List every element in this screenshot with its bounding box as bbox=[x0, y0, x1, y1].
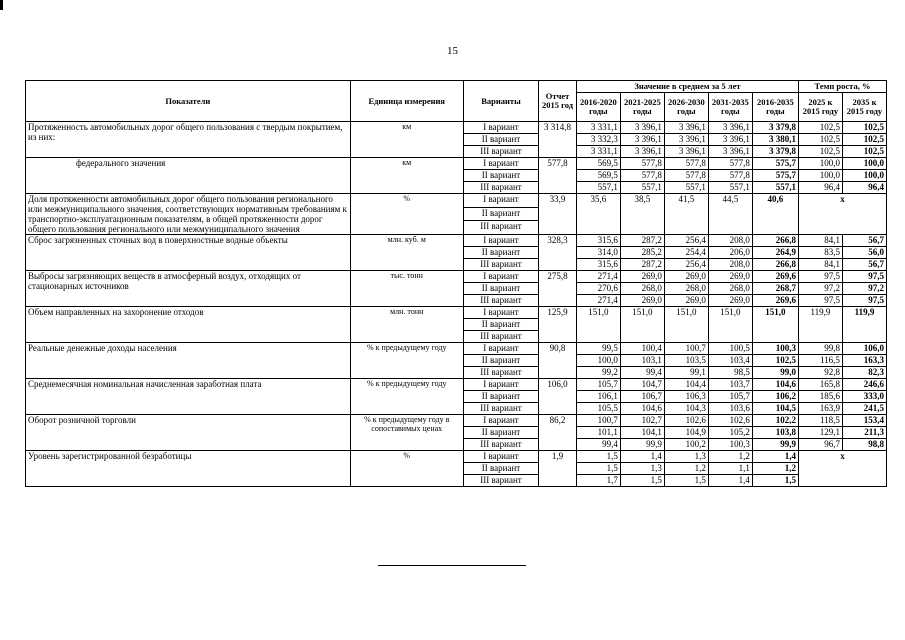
avg-value: 271,4 bbox=[576, 295, 620, 307]
header-variants: Варианты bbox=[463, 81, 538, 122]
header-growth-col: 2035 к 2015 году bbox=[842, 93, 886, 122]
header-report: Отчет 2015 год bbox=[539, 81, 577, 122]
avg-value: 269,6 bbox=[752, 295, 798, 307]
avg-value: 99,2 bbox=[576, 367, 620, 379]
variant-label: III вариант bbox=[463, 221, 538, 235]
growth-value: 100,0 bbox=[842, 158, 886, 170]
avg-value: 103,7 bbox=[708, 379, 752, 391]
avg-value: 266,8 bbox=[752, 259, 798, 271]
growth-value: 100,0 bbox=[798, 170, 842, 182]
avg-value: 100,7 bbox=[664, 343, 708, 355]
growth-value: 92,8 bbox=[798, 367, 842, 379]
growth-value: 119,9 bbox=[842, 307, 886, 343]
variant-label: III вариант bbox=[463, 182, 538, 194]
avg-value: 100,3 bbox=[752, 343, 798, 355]
variant-label: III вариант bbox=[463, 146, 538, 158]
avg-value: 3 396,1 bbox=[708, 134, 752, 146]
growth-value: 97,5 bbox=[842, 295, 886, 307]
avg-value: 98,5 bbox=[708, 367, 752, 379]
table-row bbox=[26, 307, 887, 319]
avg-value: 268,0 bbox=[708, 283, 752, 295]
growth-value: 118,5 bbox=[798, 415, 842, 427]
indicator-name: Реальные денежные доходы населения bbox=[26, 343, 351, 379]
avg-value: 103,4 bbox=[708, 355, 752, 367]
growth-value: 163,3 bbox=[842, 355, 886, 367]
growth-value: 56,0 bbox=[842, 247, 886, 259]
avg-value: 1,4 bbox=[708, 475, 752, 487]
avg-value: 264,9 bbox=[752, 247, 798, 259]
variant-label: II вариант bbox=[463, 283, 538, 295]
avg-value: 105,2 bbox=[708, 427, 752, 439]
table-row bbox=[26, 451, 887, 463]
avg-value: 104,7 bbox=[620, 379, 664, 391]
table-row bbox=[26, 415, 887, 427]
growth-value: 106,0 bbox=[842, 343, 886, 355]
page-number: 15 bbox=[447, 45, 458, 57]
avg-value: 314,0 bbox=[576, 247, 620, 259]
avg-value: 151,0 bbox=[576, 307, 620, 343]
avg-value: 3 396,1 bbox=[664, 122, 708, 134]
indicator-name: федерального значения bbox=[26, 158, 351, 194]
report-2015-value: 106,0 bbox=[539, 379, 577, 415]
report-2015-value: 328,3 bbox=[539, 235, 577, 271]
growth-value: 99,8 bbox=[798, 343, 842, 355]
avg-value: 3 396,1 bbox=[620, 122, 664, 134]
avg-value: 102,5 bbox=[752, 355, 798, 367]
growth-not-applicable: x bbox=[798, 194, 886, 235]
avg-value: 100,4 bbox=[620, 343, 664, 355]
report-2015-value: 86,2 bbox=[539, 415, 577, 451]
growth-value: 98,8 bbox=[842, 439, 886, 451]
avg-value: 103,5 bbox=[664, 355, 708, 367]
avg-value: 577,8 bbox=[664, 158, 708, 170]
avg-value: 40,6 bbox=[752, 194, 798, 235]
report-2015-value: 275,8 bbox=[539, 271, 577, 307]
avg-value: 99,4 bbox=[576, 439, 620, 451]
variant-label: II вариант bbox=[463, 427, 538, 439]
avg-value: 1,4 bbox=[752, 451, 798, 463]
variant-label: I вариант bbox=[463, 271, 538, 283]
avg-value: 256,4 bbox=[664, 259, 708, 271]
avg-value: 268,7 bbox=[752, 283, 798, 295]
avg-value: 557,1 bbox=[752, 182, 798, 194]
header-period: 2016-2035 годы bbox=[752, 93, 798, 122]
avg-value: 557,1 bbox=[620, 182, 664, 194]
report-2015-value: 33,9 bbox=[539, 194, 577, 235]
avg-value: 269,0 bbox=[664, 295, 708, 307]
indicator-name: Выбросы загрязняющих веществ в атмосферный воздух, отходящих от стационарных источников bbox=[26, 271, 351, 307]
variant-label: III вариант bbox=[463, 295, 538, 307]
avg-value: 3 396,1 bbox=[664, 146, 708, 158]
avg-value: 1,2 bbox=[708, 451, 752, 463]
growth-value: 102,5 bbox=[842, 134, 886, 146]
avg-value: 99,1 bbox=[664, 367, 708, 379]
avg-value: 100,2 bbox=[664, 439, 708, 451]
variant-label: II вариант bbox=[463, 247, 538, 259]
avg-value: 99,0 bbox=[752, 367, 798, 379]
avg-value: 151,0 bbox=[664, 307, 708, 343]
growth-value: 102,5 bbox=[798, 146, 842, 158]
header-indicators: Показатели bbox=[26, 81, 351, 122]
variant-label: I вариант bbox=[463, 158, 538, 170]
indicator-unit: % bbox=[350, 194, 463, 235]
growth-value: 97,5 bbox=[798, 295, 842, 307]
growth-value: 97,5 bbox=[798, 271, 842, 283]
avg-value: 104,6 bbox=[620, 403, 664, 415]
avg-value: 1,2 bbox=[752, 463, 798, 475]
growth-value: 97,2 bbox=[842, 283, 886, 295]
avg-value: 315,6 bbox=[576, 235, 620, 247]
report-2015-value: 3 314,8 bbox=[539, 122, 577, 158]
avg-value: 575,7 bbox=[752, 170, 798, 182]
indicator-unit: тыс. тонн bbox=[350, 271, 463, 307]
indicator-unit: млн. куб. м bbox=[350, 235, 463, 271]
variant-label: I вариант bbox=[463, 194, 538, 208]
variant-label: III вариант bbox=[463, 439, 538, 451]
table-row bbox=[26, 122, 887, 134]
indicator-name: Оборот розничной торговли bbox=[26, 415, 351, 451]
variant-label: III вариант bbox=[463, 475, 538, 487]
variant-label: III вариант bbox=[463, 367, 538, 379]
avg-value: 206,0 bbox=[708, 247, 752, 259]
avg-value: 1,3 bbox=[620, 463, 664, 475]
avg-value: 269,0 bbox=[708, 295, 752, 307]
table-row bbox=[26, 194, 887, 208]
avg-value: 269,0 bbox=[620, 295, 664, 307]
variant-label: I вариант bbox=[463, 379, 538, 391]
avg-value: 151,0 bbox=[620, 307, 664, 343]
header-period: 2026-2030 годы bbox=[664, 93, 708, 122]
report-2015-value: 90,8 bbox=[539, 343, 577, 379]
growth-value: 56,7 bbox=[842, 259, 886, 271]
growth-value: 84,1 bbox=[798, 259, 842, 271]
growth-value: 102,5 bbox=[842, 122, 886, 134]
avg-value: 3 331,1 bbox=[576, 122, 620, 134]
variant-label: II вариант bbox=[463, 134, 538, 146]
avg-value: 3 396,1 bbox=[708, 146, 752, 158]
avg-value: 105,7 bbox=[576, 379, 620, 391]
avg-value: 3 396,1 bbox=[620, 146, 664, 158]
avg-value: 3 332,3 bbox=[576, 134, 620, 146]
avg-value: 271,4 bbox=[576, 271, 620, 283]
variant-label: I вариант bbox=[463, 307, 538, 319]
avg-value: 106,3 bbox=[664, 391, 708, 403]
report-2015-value: 1,9 bbox=[539, 451, 577, 487]
table-row bbox=[26, 343, 887, 355]
avg-value: 577,8 bbox=[620, 170, 664, 182]
avg-value: 577,8 bbox=[708, 158, 752, 170]
report-2015-value: 125,9 bbox=[539, 307, 577, 343]
avg-value: 99,9 bbox=[752, 439, 798, 451]
header-avg-group: Значение в среднем за 5 лет bbox=[576, 81, 798, 93]
growth-value: 116,5 bbox=[798, 355, 842, 367]
growth-value: 211,3 bbox=[842, 427, 886, 439]
avg-value: 38,5 bbox=[620, 194, 664, 235]
avg-value: 104,5 bbox=[752, 403, 798, 415]
avg-value: 577,8 bbox=[664, 170, 708, 182]
avg-value: 103,6 bbox=[708, 403, 752, 415]
avg-value: 103,1 bbox=[620, 355, 664, 367]
report-2015-value: 577,8 bbox=[539, 158, 577, 194]
growth-value: 163,9 bbox=[798, 403, 842, 415]
table-row bbox=[26, 235, 887, 247]
avg-value: 3 331,1 bbox=[576, 146, 620, 158]
indicator-name: Доля протяженности автомобильных дорог общего пользования регионального или межмуниципального значения, соответствующих нормативным требованиям к транспортно-эксплуатационным показателям, в общей протяженности дорог общего пользования регионального или межмуниципального значения bbox=[26, 194, 351, 235]
scan-corner-mark bbox=[0, 0, 3, 10]
indicator-unit: % к предыдущему году bbox=[350, 343, 463, 379]
avg-value: 270,6 bbox=[576, 283, 620, 295]
avg-value: 100,7 bbox=[576, 415, 620, 427]
variant-label: II вариант bbox=[463, 391, 538, 403]
avg-value: 103,8 bbox=[752, 427, 798, 439]
avg-value: 266,8 bbox=[752, 235, 798, 247]
avg-value: 287,2 bbox=[620, 235, 664, 247]
indicator-unit: км bbox=[350, 122, 463, 158]
avg-value: 100,3 bbox=[708, 439, 752, 451]
avg-value: 569,5 bbox=[576, 170, 620, 182]
avg-value: 287,2 bbox=[620, 259, 664, 271]
footnote-divider bbox=[378, 565, 526, 566]
avg-value: 254,4 bbox=[664, 247, 708, 259]
avg-value: 102,6 bbox=[708, 415, 752, 427]
avg-value: 102,7 bbox=[620, 415, 664, 427]
variant-label: II вариант bbox=[463, 355, 538, 367]
table-row bbox=[26, 379, 887, 391]
avg-value: 268,0 bbox=[620, 283, 664, 295]
growth-value: 100,0 bbox=[842, 170, 886, 182]
indicator-unit: % к предыдущему году в сопоставимых ценах bbox=[350, 415, 463, 451]
growth-value: 333,0 bbox=[842, 391, 886, 403]
avg-value: 575,7 bbox=[752, 158, 798, 170]
avg-value: 105,5 bbox=[576, 403, 620, 415]
table-row bbox=[26, 271, 887, 283]
avg-value: 268,0 bbox=[664, 283, 708, 295]
avg-value: 106,2 bbox=[752, 391, 798, 403]
avg-value: 269,0 bbox=[620, 271, 664, 283]
avg-value: 1,4 bbox=[620, 451, 664, 463]
growth-value: 82,3 bbox=[842, 367, 886, 379]
indicator-name: Сброс загрязненных сточных вод в поверхностные водные объекты bbox=[26, 235, 351, 271]
avg-value: 102,6 bbox=[664, 415, 708, 427]
growth-value: 102,5 bbox=[842, 146, 886, 158]
avg-value: 3 379,8 bbox=[752, 122, 798, 134]
avg-value: 151,0 bbox=[708, 307, 752, 343]
avg-value: 3 379,8 bbox=[752, 146, 798, 158]
avg-value: 1,5 bbox=[576, 451, 620, 463]
avg-value: 3 396,1 bbox=[708, 122, 752, 134]
avg-value: 285,2 bbox=[620, 247, 664, 259]
avg-value: 269,6 bbox=[752, 271, 798, 283]
indicator-unit: млн. тонн bbox=[350, 307, 463, 343]
growth-value: 153,4 bbox=[842, 415, 886, 427]
growth-value: 102,5 bbox=[798, 134, 842, 146]
indicator-unit: % к предыдущему году bbox=[350, 379, 463, 415]
growth-value: 97,2 bbox=[798, 283, 842, 295]
avg-value: 1,3 bbox=[664, 451, 708, 463]
avg-value: 3 380,1 bbox=[752, 134, 798, 146]
avg-value: 3 396,1 bbox=[664, 134, 708, 146]
variant-label: I вариант bbox=[463, 415, 538, 427]
avg-value: 104,4 bbox=[664, 379, 708, 391]
variant-label: I вариант bbox=[463, 343, 538, 355]
avg-value: 1,1 bbox=[708, 463, 752, 475]
avg-value: 99,5 bbox=[576, 343, 620, 355]
growth-value: 96,4 bbox=[842, 182, 886, 194]
variant-label: III вариант bbox=[463, 403, 538, 415]
table-row bbox=[26, 158, 887, 170]
indicator-name: Уровень зарегистрированной безработицы bbox=[26, 451, 351, 487]
header-period: 2031-2035 годы bbox=[708, 93, 752, 122]
avg-value: 104,3 bbox=[664, 403, 708, 415]
growth-value: 83,5 bbox=[798, 247, 842, 259]
avg-value: 100,0 bbox=[576, 355, 620, 367]
growth-value: 84,1 bbox=[798, 235, 842, 247]
growth-value: 96,7 bbox=[798, 439, 842, 451]
avg-value: 105,7 bbox=[708, 391, 752, 403]
avg-value: 104,1 bbox=[620, 427, 664, 439]
growth-not-applicable: x bbox=[798, 451, 886, 487]
avg-value: 100,5 bbox=[708, 343, 752, 355]
avg-value: 35,6 bbox=[576, 194, 620, 235]
avg-value: 102,2 bbox=[752, 415, 798, 427]
avg-value: 99,4 bbox=[620, 367, 664, 379]
avg-value: 1,5 bbox=[620, 475, 664, 487]
growth-value: 246,6 bbox=[842, 379, 886, 391]
growth-value: 119,9 bbox=[798, 307, 842, 343]
variant-label: III вариант bbox=[463, 259, 538, 271]
avg-value: 101,1 bbox=[576, 427, 620, 439]
growth-value: 100,0 bbox=[798, 158, 842, 170]
avg-value: 1,2 bbox=[664, 463, 708, 475]
avg-value: 1,5 bbox=[576, 463, 620, 475]
avg-value: 3 396,1 bbox=[620, 134, 664, 146]
header-unit: Единица измерения bbox=[350, 81, 463, 122]
avg-value: 208,0 bbox=[708, 235, 752, 247]
forecast-table bbox=[25, 80, 887, 487]
variant-label: II вариант bbox=[463, 463, 538, 475]
avg-value: 315,6 bbox=[576, 259, 620, 271]
variant-label: III вариант bbox=[463, 331, 538, 343]
indicator-name: Среднемесячная номинальная начисленная заработная плата bbox=[26, 379, 351, 415]
avg-value: 106,1 bbox=[576, 391, 620, 403]
growth-value: 96,4 bbox=[798, 182, 842, 194]
growth-value: 165,8 bbox=[798, 379, 842, 391]
indicator-unit: км bbox=[350, 158, 463, 194]
variant-label: I вариант bbox=[463, 122, 538, 134]
avg-value: 269,0 bbox=[708, 271, 752, 283]
variant-label: II вариант bbox=[463, 319, 538, 331]
avg-value: 1,7 bbox=[576, 475, 620, 487]
avg-value: 577,8 bbox=[620, 158, 664, 170]
header-period: 2016-2020 годы bbox=[576, 93, 620, 122]
variant-label: I вариант bbox=[463, 451, 538, 463]
avg-value: 151,0 bbox=[752, 307, 798, 343]
avg-value: 1,5 bbox=[752, 475, 798, 487]
avg-value: 104,9 bbox=[664, 427, 708, 439]
avg-value: 1,5 bbox=[664, 475, 708, 487]
growth-value: 56,7 bbox=[842, 235, 886, 247]
avg-value: 269,0 bbox=[664, 271, 708, 283]
avg-value: 208,0 bbox=[708, 259, 752, 271]
variant-label: II вариант bbox=[463, 170, 538, 182]
header-growth-group: Темп роста, % bbox=[798, 81, 886, 93]
avg-value: 557,1 bbox=[576, 182, 620, 194]
avg-value: 106,7 bbox=[620, 391, 664, 403]
avg-value: 41,5 bbox=[664, 194, 708, 235]
indicator-name: Протяженность автомобильных дорог общего пользования с твердым покрытием, из них: bbox=[26, 122, 351, 158]
avg-value: 104,6 bbox=[752, 379, 798, 391]
growth-value: 241,5 bbox=[842, 403, 886, 415]
growth-value: 97,5 bbox=[842, 271, 886, 283]
variant-label: I вариант bbox=[463, 235, 538, 247]
indicator-name: Объем направленных на захоронение отходов bbox=[26, 307, 351, 343]
avg-value: 44,5 bbox=[708, 194, 752, 235]
avg-value: 256,4 bbox=[664, 235, 708, 247]
indicator-unit: % bbox=[350, 451, 463, 487]
avg-value: 569,5 bbox=[576, 158, 620, 170]
avg-value: 557,1 bbox=[664, 182, 708, 194]
growth-value: 102,5 bbox=[798, 122, 842, 134]
avg-value: 577,8 bbox=[708, 170, 752, 182]
avg-value: 99,9 bbox=[620, 439, 664, 451]
growth-value: 185,6 bbox=[798, 391, 842, 403]
header-period: 2021-2025 годы bbox=[620, 93, 664, 122]
growth-value: 129,1 bbox=[798, 427, 842, 439]
header-growth-col: 2025 к 2015 году bbox=[798, 93, 842, 122]
avg-value: 557,1 bbox=[708, 182, 752, 194]
variant-label: II вариант bbox=[463, 207, 538, 221]
